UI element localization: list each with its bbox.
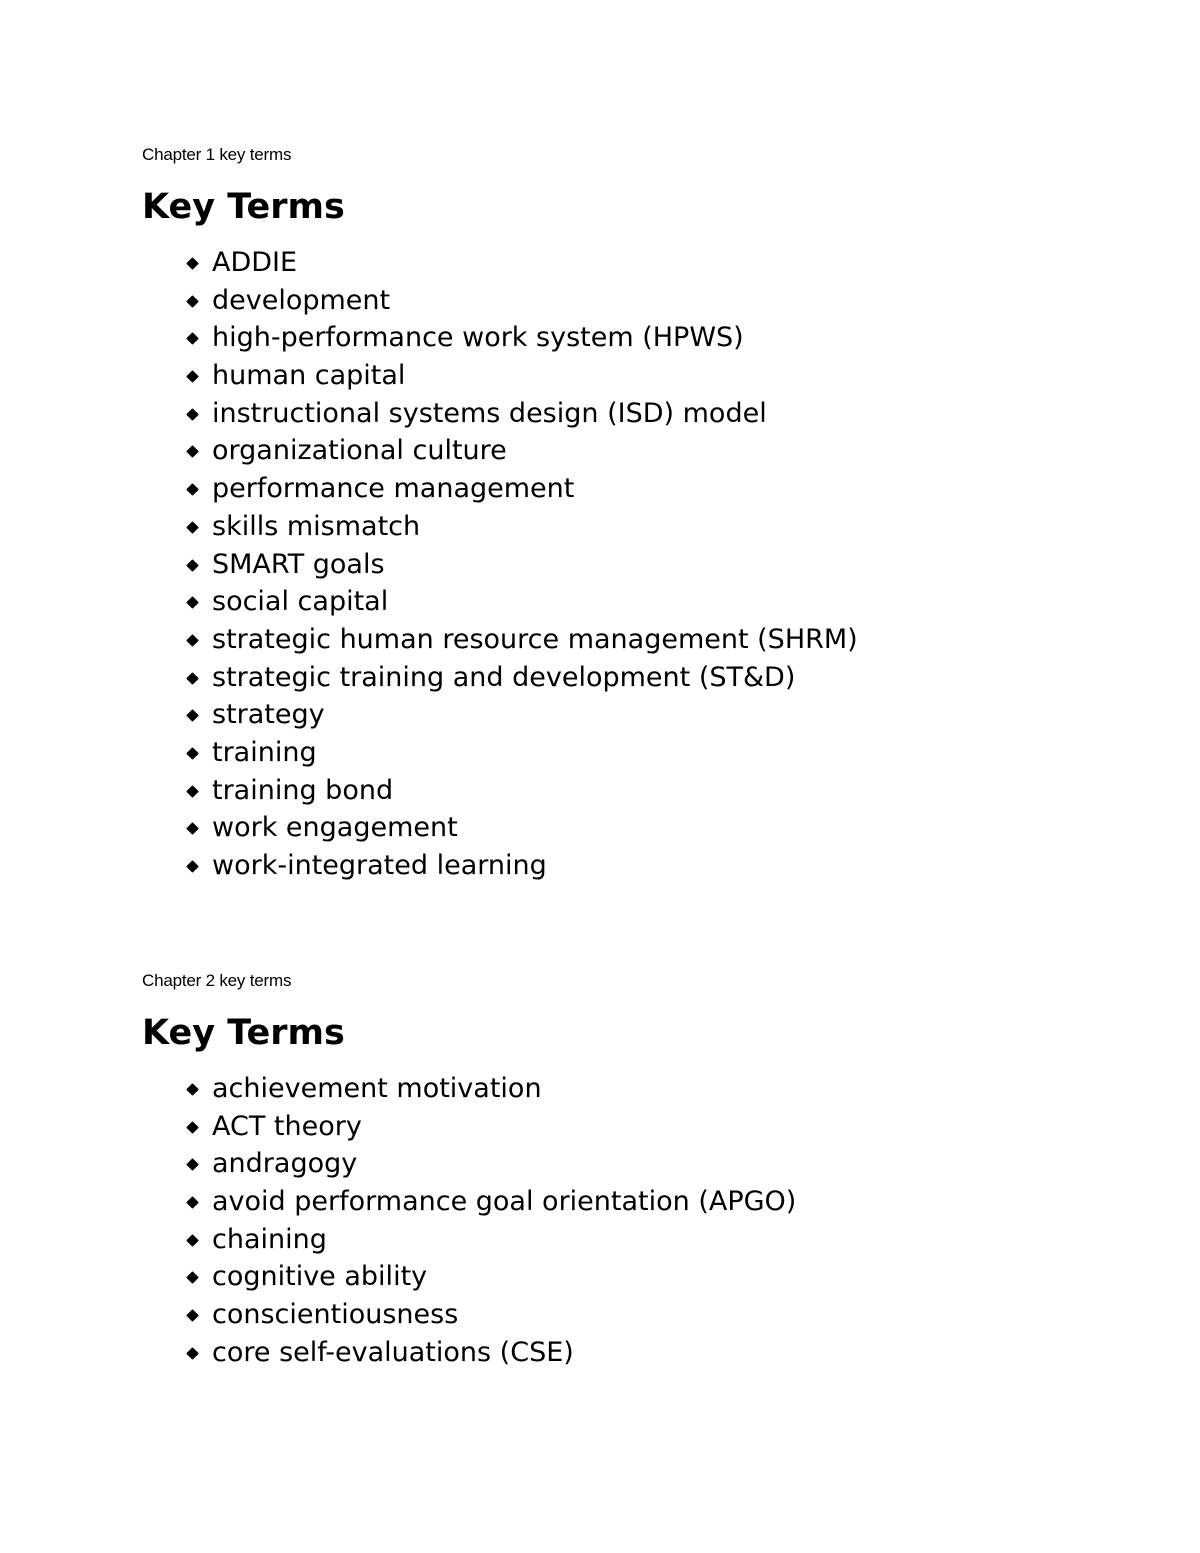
- bullet-icon: [186, 483, 199, 496]
- term-text: achievement motivation: [212, 1073, 542, 1104]
- bullet-icon: [186, 709, 199, 722]
- list-item: [142, 659, 1042, 697]
- list-item: [142, 734, 1042, 772]
- list-item: [142, 244, 1042, 282]
- term-text: strategic human resource management (SHRM): [212, 623, 858, 655]
- term-text: organizational culture: [212, 435, 507, 467]
- bullet-icon: [186, 1121, 199, 1134]
- bullet-icon: [186, 333, 199, 346]
- list-item: [142, 395, 1042, 433]
- bullet-icon: [186, 634, 199, 647]
- list-item: [142, 1183, 1042, 1221]
- term-text: work engagement: [212, 812, 458, 844]
- list-item: [142, 1070, 1042, 1108]
- term-text: ACT theory: [212, 1110, 362, 1142]
- term-text: training bond: [212, 774, 394, 806]
- list-item: [142, 319, 1042, 357]
- list-item: [142, 357, 1042, 395]
- list-item: [142, 1334, 1042, 1372]
- chapter-2-section: [142, 970, 1042, 1372]
- list-item: [142, 470, 1042, 508]
- bullet-icon: [186, 860, 199, 873]
- term-list: [142, 1070, 1042, 1372]
- term-text: conscientiousness: [212, 1299, 459, 1331]
- term-text: ADDIE: [212, 247, 298, 278]
- list-item: [142, 583, 1042, 621]
- list-item: [142, 809, 1042, 847]
- bullet-icon: [186, 1309, 199, 1322]
- bullet-icon: [186, 822, 199, 835]
- term-list: [142, 244, 1042, 885]
- list-item: [142, 621, 1042, 659]
- term-text: cognitive ability: [212, 1261, 428, 1293]
- bullet-icon: [186, 559, 199, 572]
- bullet-icon: [186, 446, 199, 459]
- list-item: [142, 1145, 1042, 1183]
- bullet-icon: [186, 295, 199, 308]
- list-item: [142, 696, 1042, 734]
- list-item: [142, 1296, 1042, 1334]
- list-item: [142, 772, 1042, 810]
- bullet-icon: [186, 1159, 199, 1172]
- bullet-icon: [186, 370, 199, 383]
- term-text: avoid performance goal orientation (APGO): [212, 1186, 797, 1218]
- term-text: training: [212, 736, 317, 768]
- list-item: [142, 847, 1042, 885]
- bullet-icon: [186, 1272, 199, 1285]
- bullet-icon: [186, 1347, 199, 1360]
- term-text: SMART goals: [212, 548, 385, 580]
- term-text: strategy: [212, 699, 325, 731]
- list-item: [142, 282, 1042, 320]
- list-item: [142, 508, 1042, 546]
- list-item: [142, 432, 1042, 470]
- chapter-label: Chapter 1 key terms: [142, 145, 292, 164]
- term-text: development: [212, 284, 391, 316]
- term-text: core self-evaluations (CSE): [212, 1336, 574, 1368]
- section-heading: Key Terms: [142, 187, 345, 227]
- term-text: high-performance work system (HPWS): [212, 322, 744, 354]
- list-item: [142, 1258, 1042, 1296]
- bullet-icon: [186, 785, 199, 798]
- bullet-icon: [186, 521, 199, 534]
- term-text: performance management: [212, 473, 575, 505]
- chapter-label: Chapter 2 key terms: [142, 971, 292, 990]
- bullet-icon: [186, 1196, 199, 1209]
- bullet-icon: [186, 596, 199, 609]
- term-text: andragogy: [212, 1148, 358, 1180]
- list-item: [142, 546, 1042, 584]
- term-text: instructional systems design (ISD) model: [212, 397, 767, 429]
- term-text: strategic training and development (ST&D): [212, 661, 796, 693]
- chapter-1-section: [142, 144, 1042, 885]
- section-heading: Key Terms: [142, 1013, 345, 1053]
- bullet-icon: [186, 747, 199, 760]
- bullet-icon: [186, 672, 199, 685]
- bullet-icon: [186, 1083, 199, 1096]
- term-text: human capital: [212, 360, 406, 392]
- term-text: work-integrated learning: [212, 850, 547, 881]
- bullet-icon: [186, 1234, 199, 1247]
- list-item: [142, 1108, 1042, 1146]
- term-text: social capital: [212, 586, 389, 618]
- term-text: chaining: [212, 1223, 327, 1255]
- bullet-icon: [186, 408, 199, 421]
- term-text: skills mismatch: [212, 510, 421, 542]
- list-item: [142, 1221, 1042, 1259]
- bullet-icon: [186, 257, 199, 270]
